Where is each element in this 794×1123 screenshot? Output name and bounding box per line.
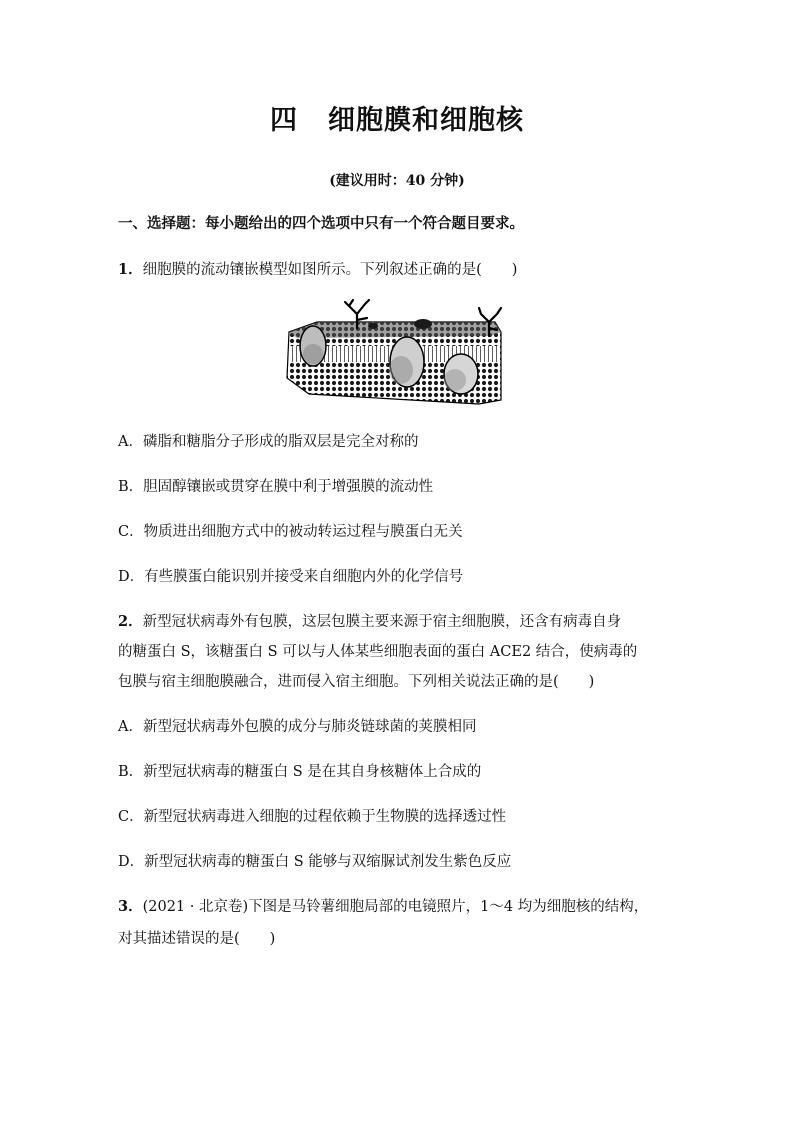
- question-2-option-a: A．新型冠状病毒外包膜的成分与肺炎链球菌的荚膜相同: [118, 719, 477, 735]
- question-2-option-c: C．新型冠状病毒进入细胞的过程依赖于生物膜的选择透过性: [118, 809, 507, 825]
- question-2-stem-line-1: 2．新型冠状病毒外有包膜，这层包膜主要来源于宿主细胞膜，还含有病毒自身: [118, 613, 622, 630]
- question-1-option-a: A．磷脂和糖脂分子形成的脂双层是完全对称的: [118, 434, 419, 450]
- cell-membrane-diagram: [283, 296, 505, 408]
- question-3-stem-line-1: 3．(2021 · 北京卷)下图是马铃薯细胞局部的电镜照片，1～4 均为细胞核的结构，: [118, 898, 649, 915]
- question-1-option-d: D．有些膜蛋白能识别并接受来自细胞内外的化学信号: [118, 569, 464, 585]
- question-number: 1．: [118, 261, 143, 278]
- question-number: 2．: [118, 613, 143, 630]
- time-hint: (建议用时：40 分钟): [329, 173, 465, 189]
- question-1-stem: 1．细胞膜的流动镶嵌模型如图所示。下列叙述正确的是( ): [118, 261, 518, 278]
- chapter-number: 四: [270, 105, 298, 136]
- question-2-stem-line-2: 的糖蛋白 S，该糖蛋白 S 可以与人体某些细胞表面的蛋白 ACE2 结合，使病毒的: [118, 644, 638, 660]
- question-number: 3．: [118, 898, 143, 915]
- question-3-stem-line-2: 对其描述错误的是( ): [118, 931, 276, 947]
- question-1-option-b: B．胆固醇镶嵌或贯穿在膜中利于增强膜的流动性: [118, 479, 434, 495]
- question-2-stem-line-3: 包膜与宿主细胞膜融合，进而侵入宿主细胞。下列相关说法正确的是( ): [118, 674, 595, 690]
- question-2-option-b: B．新型冠状病毒的糖蛋白 S 是在其自身核糖体上合成的: [118, 764, 482, 780]
- section-heading: 一、选择题：每小题给出的四个选项中只有一个符合题目要求。: [118, 215, 524, 232]
- question-2-option-d: D．新型冠状病毒的糖蛋白 S 能够与双缩脲试剂发生紫色反应: [118, 854, 512, 870]
- page-title: [0, 98, 794, 137]
- question-1-option-c: C．物质进出细胞方式中的被动转运过程与膜蛋白无关: [118, 524, 463, 540]
- chapter-title: 细胞膜和细胞核: [328, 105, 524, 136]
